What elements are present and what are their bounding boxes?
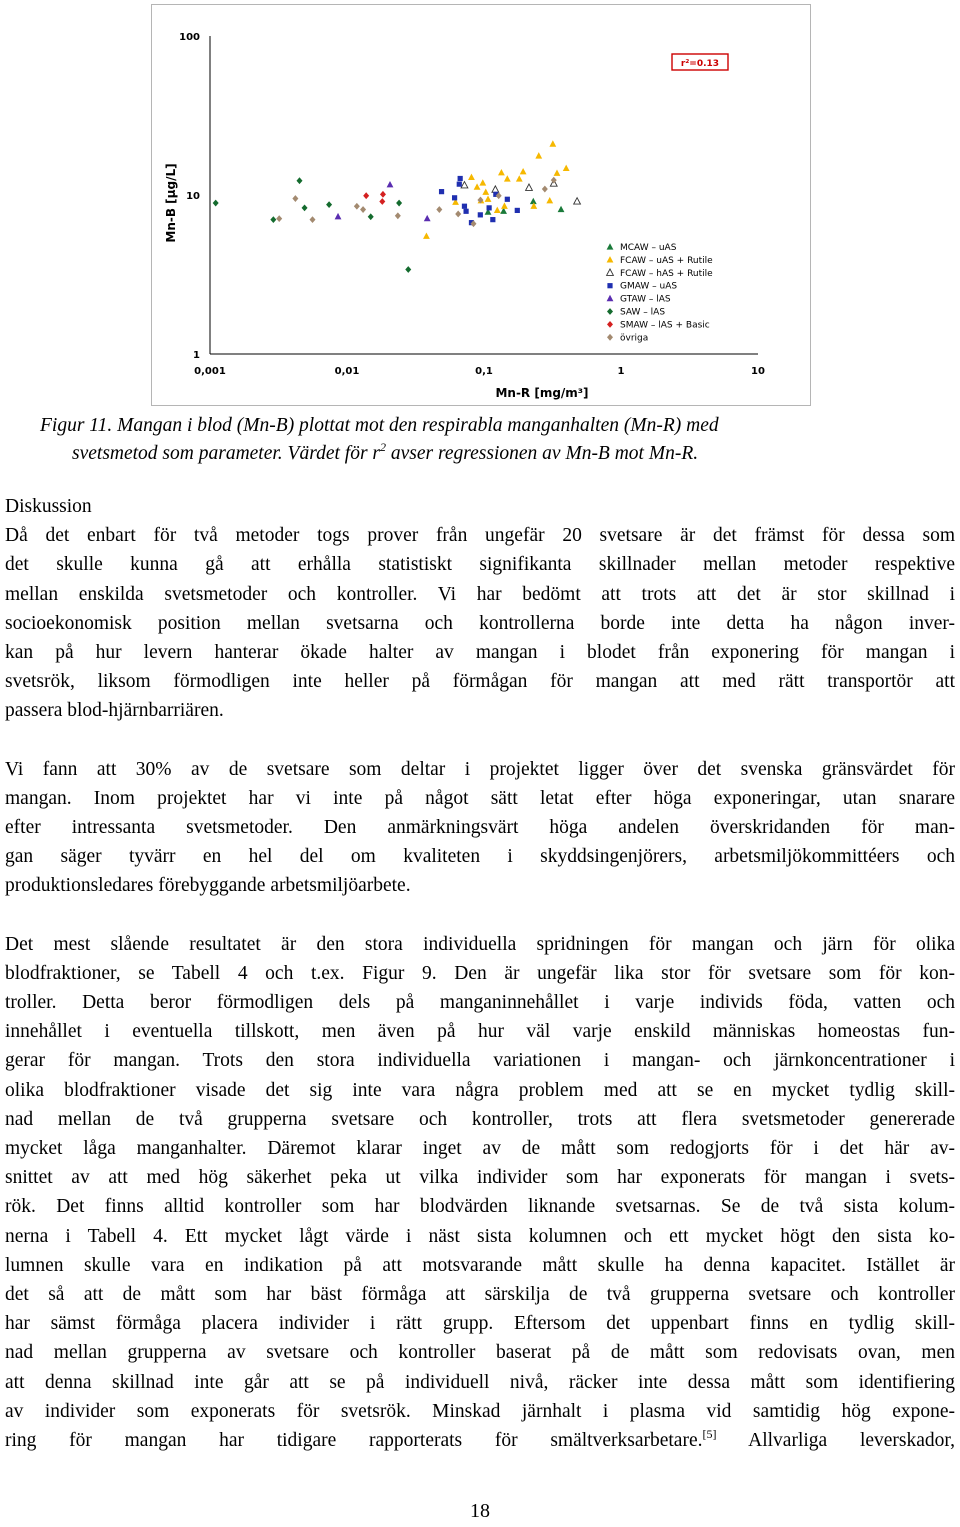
caption-line-1: Figur 11. Mangan i blod (Mn-B) plottat mot den respirabla manganhalten (Mn-R) med: [40, 415, 719, 436]
legend-marker: [607, 295, 614, 301]
data-point: [387, 181, 394, 187]
data-point: [482, 188, 489, 194]
data-point: [439, 189, 444, 194]
data-point: [363, 192, 369, 199]
legend-label: GMAW – uAS: [620, 281, 678, 292]
paragraph-line: [5, 1426, 955, 1455]
data-point: [551, 177, 557, 184]
caption-line-2-end: avser regressionen av Mn-B mot Mn-R.: [386, 443, 699, 464]
data-point: [213, 200, 219, 207]
chart-legend: [607, 243, 714, 343]
data-point: [326, 201, 332, 208]
data-point: [436, 206, 442, 213]
figure-frame: [151, 4, 811, 406]
data-point: [462, 204, 467, 209]
paragraphs: [5, 521, 955, 1455]
paragraph-line: att denna skillnad inte går att se på individuell nivå, räcker inte dessa mått som identifiering: [5, 1371, 955, 1393]
data-point: [463, 209, 468, 214]
r-squared-label: r²=0.13: [680, 59, 720, 69]
paragraph-line: passera blod-hjärnbarriären.: [5, 700, 224, 722]
paragraph-line: kan på hur levern hanterar ökade halter av mangan i blodet från exponering för mangan i: [5, 642, 955, 664]
paragraph-line: av individer som exponerats för svetsrök. Minskad järnhalt i plasma vid samtidig hög expone-: [5, 1400, 955, 1422]
paragraph-line: mycket låga manganhalter. Däremot klarar inget av de mått som redogjorts för i det här av-: [5, 1138, 955, 1160]
y-axis-label: Mn-B [µg/L]: [164, 163, 178, 243]
legend-label: SAW – lAS: [620, 307, 666, 318]
paragraph-line: socioekonomisk position mellan svetsarna och kontrollerna borde inte detta ha någon inver-: [5, 612, 955, 634]
page-number: 18: [470, 1500, 490, 1522]
caption-superscript: 2: [380, 440, 387, 454]
chart-annotation: [672, 54, 728, 70]
legend-label: övriga: [620, 333, 649, 344]
data-point: [526, 184, 533, 190]
x-axis-label: Mn-R [mg/m³]: [495, 386, 589, 400]
data-point: [360, 206, 366, 213]
legend-marker: [607, 269, 614, 275]
paragraph-line: har sämst förmåga placera individer i rätt grupp. Eftersom det uppenbart finns en tydlig skill-: [5, 1313, 955, 1335]
paragraph-line: nerna i Tabell 4. Ett mycket lågt värde i näst sista kolumnen och ett mycket högt den sista ko-: [5, 1225, 955, 1247]
figure-caption: [40, 412, 940, 468]
data-point: [457, 182, 462, 187]
legend-label: SMAW – lAS + Basic: [620, 320, 710, 331]
data-point: [554, 169, 561, 175]
legend-marker: [607, 243, 614, 249]
legend-label: GTAW – lAS: [620, 294, 671, 305]
data-point: [455, 211, 461, 218]
data-point: [490, 217, 495, 222]
data-point: [395, 212, 401, 219]
data-point: [478, 212, 483, 217]
paragraph-line: troller. Detta beror förmodligen dels på manganinnehållet i varje individs föda, vatten och: [5, 992, 955, 1014]
data-point: [515, 208, 520, 213]
paragraph-line-end: Allvarliga leverskador,: [716, 1430, 955, 1452]
paragraph-line-start: ring för mangan har tidigare rapporterats för smältverksarbetare.: [5, 1430, 703, 1452]
section-heading: Diskussion: [5, 496, 92, 517]
data-point: [468, 174, 475, 180]
data-point: [563, 165, 570, 171]
x-tick-label: 10: [751, 366, 765, 377]
paragraph-line: Vi fann att 30% av de svetsare som deltar i projektet ligger över det svenska gränsvärdet för: [5, 758, 955, 780]
paragraph-line: det så att de mått som har bäst förmåga att särskilja de två grupperna svetsare och kontroller: [5, 1284, 955, 1306]
x-tick-label: 1: [617, 366, 625, 377]
data-point: [498, 169, 505, 175]
legend-marker: [607, 334, 613, 341]
y-tick-label: 10: [186, 191, 200, 202]
paragraph-line: rök. Det finns alltid kontroller som har blodvärden liknande svetsarnas. Se de två sista kolum-: [5, 1196, 955, 1218]
paragraph-line: svetsrök, liksom förmodligen inte heller på förmågan för mangan att med rätt transportör att: [5, 671, 955, 693]
paragraph-gap: [5, 726, 955, 755]
data-point: [302, 204, 308, 211]
data-point: [494, 207, 501, 213]
data-point: [504, 175, 511, 181]
paragraph-line: innehållet i eventuella tillskott, men även på hur väl varje enskild människas homeostas fun-: [5, 1021, 955, 1043]
data-point: [485, 195, 492, 201]
paragraph-line: Då det enbart för två metoder togs prover från ungefär 20 svetsare är det främst för dessa som: [5, 525, 955, 547]
data-point: [461, 182, 468, 188]
data-point: [520, 168, 527, 174]
data-point: [335, 213, 342, 219]
paragraph-line: Det mest slående resultatet är den stora individuella spridningen för mangan och järn för olika: [5, 933, 955, 955]
y-tick-label: 1: [193, 350, 200, 361]
paragraph-line: gerar för mangan. Trots den stora individuella variationen i mangan- och järnkoncentrationer i: [5, 1050, 955, 1072]
paragraph-line: olika blodfraktioner visade det sig inte vara några problem med att se en mycket tydlig skill-: [5, 1079, 955, 1101]
data-point: [379, 198, 385, 205]
paragraph-line: blodfraktioner, se Tabell 4 och t.ex. Figur 9. Den är ungefär lika stor för svetsare som för kon-: [5, 962, 955, 984]
data-point: [487, 205, 492, 210]
data-point: [516, 175, 523, 181]
paragraph-line: nad mellan de två grupperna svetsare och kontroller, trots att flera svetsmetoder genererade: [5, 1108, 955, 1130]
legend-label: MCAW – uAS: [620, 243, 677, 253]
data-point: [549, 140, 556, 146]
caption-line-2: [40, 440, 940, 468]
legend-label: FCAW – uAS + Rutile: [620, 255, 713, 266]
data-point: [396, 200, 402, 207]
data-point: [492, 186, 499, 192]
data-point: [535, 152, 542, 158]
legend-marker: [607, 321, 613, 328]
data-point: [296, 177, 302, 184]
legend-marker: [607, 256, 614, 262]
y-tick-label: 100: [179, 32, 200, 43]
data-point: [558, 206, 565, 212]
data-point: [405, 266, 411, 273]
data-point: [424, 215, 431, 221]
data-point: [380, 191, 386, 198]
paragraph-line: efter intressanta svetsmetoder. Den anmärkningsvärt höga andelen överskridanden för man-: [5, 817, 955, 839]
paragraph-line: gan säger tyvärr en hel del om kvaliteten i skyddsingenjörers, arbetsmiljökommittéers och: [5, 846, 955, 868]
caption-line-2-start: svetsmetod som parameter. Värdet för r: [72, 443, 381, 464]
data-point: [423, 232, 430, 238]
data-point: [542, 186, 548, 193]
data-point: [479, 179, 486, 185]
data-point: [310, 216, 316, 223]
paragraph-line: lumnen skulle vara en indikation på att motsvarande mått skulle ha denna kapacitet. Istället är: [5, 1254, 955, 1276]
legend-marker: [607, 283, 612, 288]
x-tick-label: 0,1: [475, 366, 493, 377]
paragraph-line: produktionsledares förebyggande arbetsmiljöarbete.: [5, 875, 411, 897]
chart-tick-labels: [164, 32, 765, 400]
data-point: [452, 195, 457, 200]
data-point: [546, 197, 553, 203]
x-tick-label: 0,001: [194, 366, 226, 377]
paragraph-line: mangan. Inom projektet har vi inte på något sätt letat efter höga exponeringar, utan snarare: [5, 787, 955, 809]
chart-axes: [210, 36, 758, 354]
data-point: [270, 216, 276, 223]
data-point: [574, 198, 581, 204]
paragraph-line: mellan enskilda svetsmetoder och kontroller. Vi har bedömt att trots att det är stor skillnad i: [5, 583, 955, 605]
chart-data-points: [213, 140, 581, 273]
paragraph-line: snittet av att med hög säkerhet peka ut vilka individer som har exponerats för mangan i svets-: [5, 1167, 955, 1189]
data-point: [501, 202, 508, 208]
x-tick-label: 0,01: [334, 366, 360, 377]
legend-marker: [607, 308, 613, 315]
paragraph-gap: [5, 901, 955, 930]
legend-label: FCAW – hAS + Rutile: [620, 268, 713, 279]
data-point: [292, 195, 298, 202]
scatter-chart: [152, 5, 810, 405]
paragraph-line: nad mellan grupperna av svetsare och kontroller baserat på de mått som redovisats ovan, men: [5, 1342, 955, 1364]
data-point: [354, 203, 360, 210]
paragraph-line: det skulle kunna gå att erhålla statistiskt signifikanta skillnader mellan metoder respektive: [5, 554, 955, 576]
data-point: [368, 213, 374, 220]
document-body: [5, 492, 955, 1455]
data-point: [474, 183, 481, 189]
citation-superscript: [5]: [702, 1427, 717, 1442]
data-point: [458, 176, 463, 181]
data-point: [530, 198, 537, 204]
data-point: [505, 197, 510, 202]
data-point: [276, 215, 282, 222]
